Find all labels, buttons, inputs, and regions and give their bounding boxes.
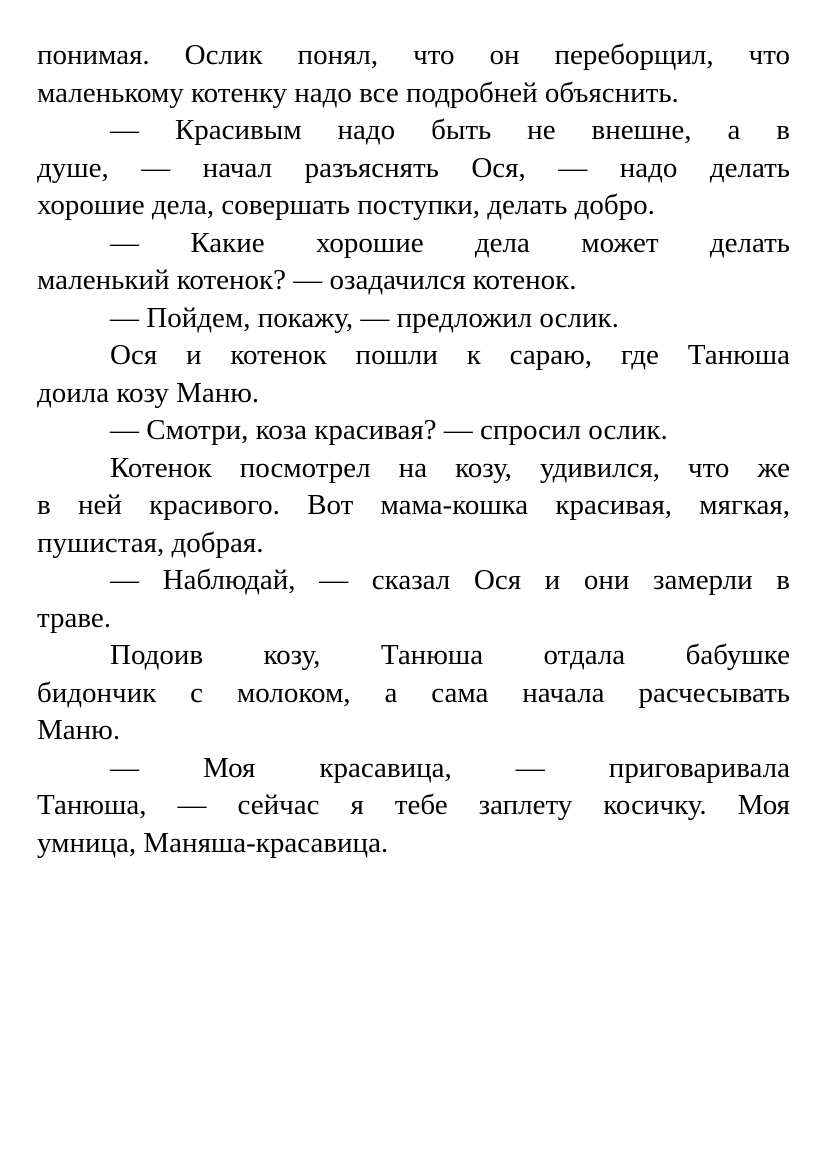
paragraph bbox=[37, 337, 790, 412]
text-block bbox=[37, 37, 790, 862]
text-line: Котенок посмотрел на козу, удивился, что же bbox=[110, 451, 790, 484]
paragraph bbox=[37, 750, 790, 863]
paragraph bbox=[37, 450, 790, 563]
paragraph bbox=[37, 112, 790, 225]
text-line: хорошие дела, совершать поступки, делать добро. bbox=[37, 189, 655, 221]
text-line: душе, — начал разъяснять Ося, — надо делать bbox=[37, 151, 790, 184]
text-line: в ней красивого. Вот мама-кошка красивая, мягкая, bbox=[37, 489, 790, 521]
text-line: — Какие хорошие дела может делать bbox=[110, 226, 790, 259]
text-line: Танюша, — сейчас я тебе заплету косичку. Моя bbox=[37, 789, 790, 821]
text-line: пушистая, добрая. bbox=[37, 526, 264, 559]
paragraph bbox=[37, 225, 790, 300]
paragraph bbox=[37, 562, 790, 637]
text-line: — Красивым надо быть не внешне, а в bbox=[110, 114, 790, 146]
text-line: Маню. bbox=[37, 714, 121, 746]
text-line: — Пойдем, покажу, — предложил ослик. bbox=[110, 301, 619, 334]
text-line: бидончик с молоком, а сама начала расчесывать bbox=[37, 676, 790, 709]
paragraph bbox=[37, 300, 790, 338]
paragraph bbox=[37, 37, 790, 112]
text-line: траве. bbox=[37, 601, 112, 634]
text-line: понимая. Ослик понял, что он переборщил, что bbox=[37, 39, 790, 71]
text-line: маленькому котенку надо все подробней объяснить. bbox=[37, 76, 679, 109]
paragraph bbox=[37, 412, 790, 450]
text-line: Ося и котенок пошли к сараю, где Танюша bbox=[110, 339, 790, 371]
paragraph bbox=[37, 637, 790, 750]
text-line: — Смотри, коза красивая? — спросил ослик. bbox=[110, 414, 668, 446]
text-line: доила козу Маню. bbox=[37, 376, 260, 409]
text-line: — Наблюдай, — сказал Ося и они замерли в bbox=[110, 564, 790, 596]
text-line: — Моя красавица, — приговаривала bbox=[110, 751, 790, 784]
text-line: умница, Маняша-красавица. bbox=[37, 826, 389, 859]
text-line: Подоив козу, Танюша отдала бабушке bbox=[110, 639, 790, 671]
text-line: маленький котенок? — озадачился котенок. bbox=[37, 264, 577, 296]
